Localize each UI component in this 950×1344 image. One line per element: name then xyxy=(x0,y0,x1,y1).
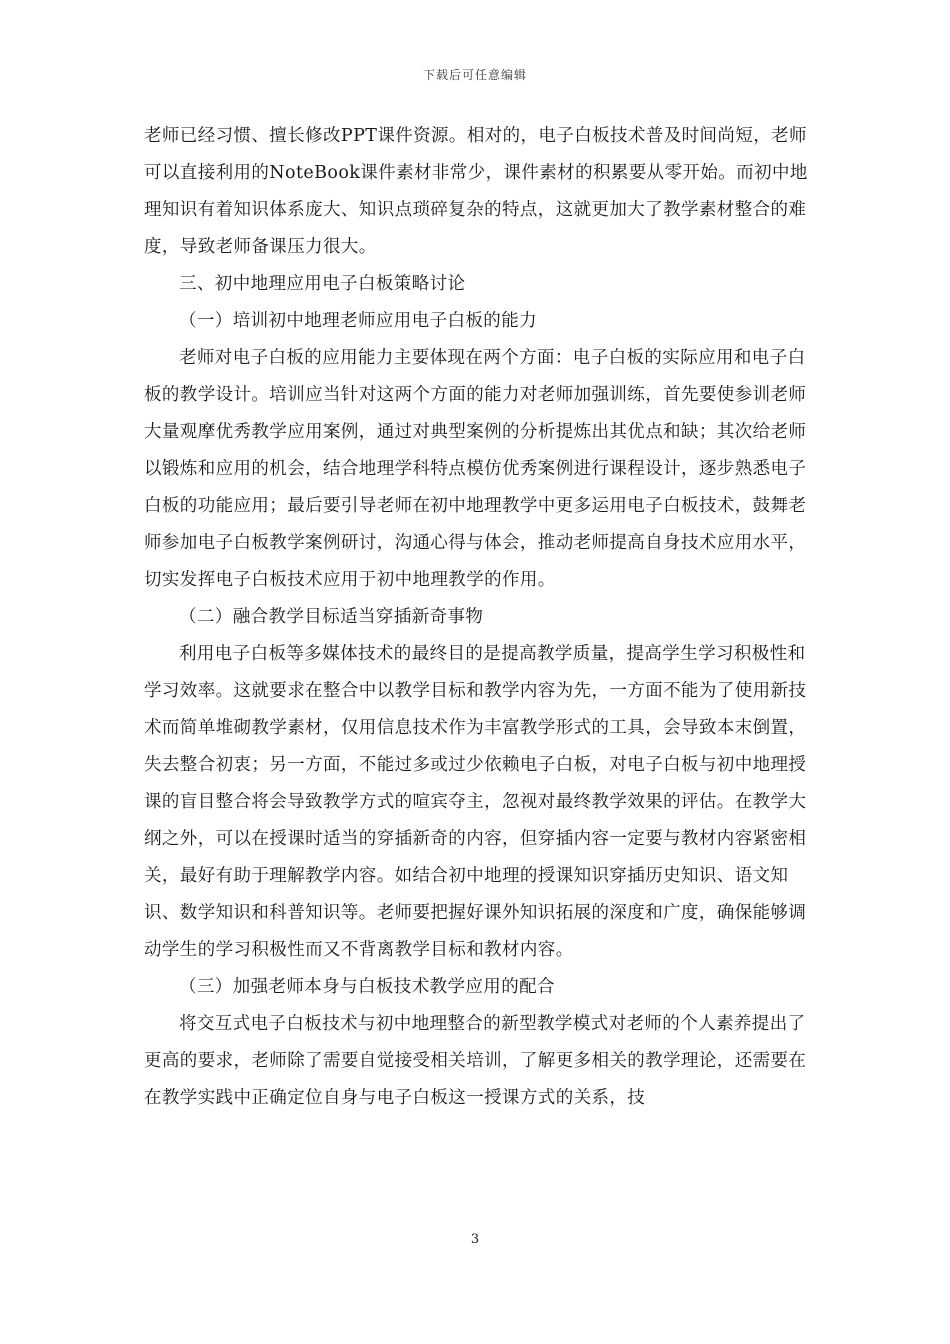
page-number: 3 xyxy=(470,1232,480,1247)
subsection-heading-1: （一）培训初中地理老师应用电子白板的能力 xyxy=(179,311,537,331)
section-heading: 三、初中地理应用电子白板策略讨论 xyxy=(179,274,466,294)
paragraph-integration: 利用电子白板等多媒体技术的最终目的是提高教学质量，提高学生学习积极性和学习效率。这就要求在整合中以教学目标和教学内容为先，一方面不能为了使用新技术而简单堆砌教学素材，仅用信息技术作为丰富教学形式的工具，会导致本末倒置，失去整合初衷；另一方面，不能过多或过少依赖电子白板，对电子白板与初中地理授课的盲目整合将会导致教学方式的喧宾夺主，忽视对最终教学效果的评估。在教学大纲之外，可以在授课时适当的穿插新奇的内容，但穿插内容一定要与教材内容紧密相关，最好有助于理解教学内容。如结合初中地理的授课知识穿插历史知识、语文知识、数学知识和科普知识等。老师要把握好课外知识拓展的深度和广度，确保能够调动学生的学习积极性而又不背离教学目标和教材内容。 xyxy=(144,644,807,960)
subsection-heading-2: （二）融合教学目标适当穿插新奇事物 xyxy=(179,607,484,627)
paragraph-training: 老师对电子白板的应用能力主要体现在两个方面：电子白板的实际应用和电子白板的教学设计。培训应当针对这两个方面的能力对老师加强训练，首先要使参训老师大量观摩优秀教学应用案例，通过对典型案例的分析提炼出其优点和缺；其次给老师以锻炼和应用的机会，结合地理学科特点模仿优秀案例进行课程设计，逐步熟悉电子白板的功能应用；最后要引导老师在初中地理教学中更多运用电子白板技术，鼓舞老师参加电子白板教学案例研讨，沟通心得与体会，推动老师提高自身技术应用水平，切实发挥电子白板技术应用于初中地理教学的作用。 xyxy=(144,348,807,590)
paragraph-continuation: 老师已经习惯、擅长修改PPT课件资源。相对的，电子白板技术普及时间尚短，老师可以直接利用的NoteBook课件素材非常少，课件素材的积累要从零开始。而初中地理知识有着知识体系庞大、知识点琐碎复杂的特点，这就更加大了教学素材整合的难度，导致老师备课压力很大。 xyxy=(144,126,808,257)
page-header: 下载后可任意编辑 xyxy=(422,68,527,82)
subsection-heading-3: （三）加强老师本身与白板技术教学应用的配合 xyxy=(179,977,555,997)
document-body xyxy=(144,118,808,1117)
paragraph-cooperation: 将交互式电子白板技术与初中地理整合的新型教学模式对老师的个人素养提出了更高的要求，老师除了需要自觉接受相关培训，了解更多相关的教学理论，还需要在在教学实践中正确定位自身与电子白板这一授课方式的关系，技 xyxy=(144,1014,807,1108)
